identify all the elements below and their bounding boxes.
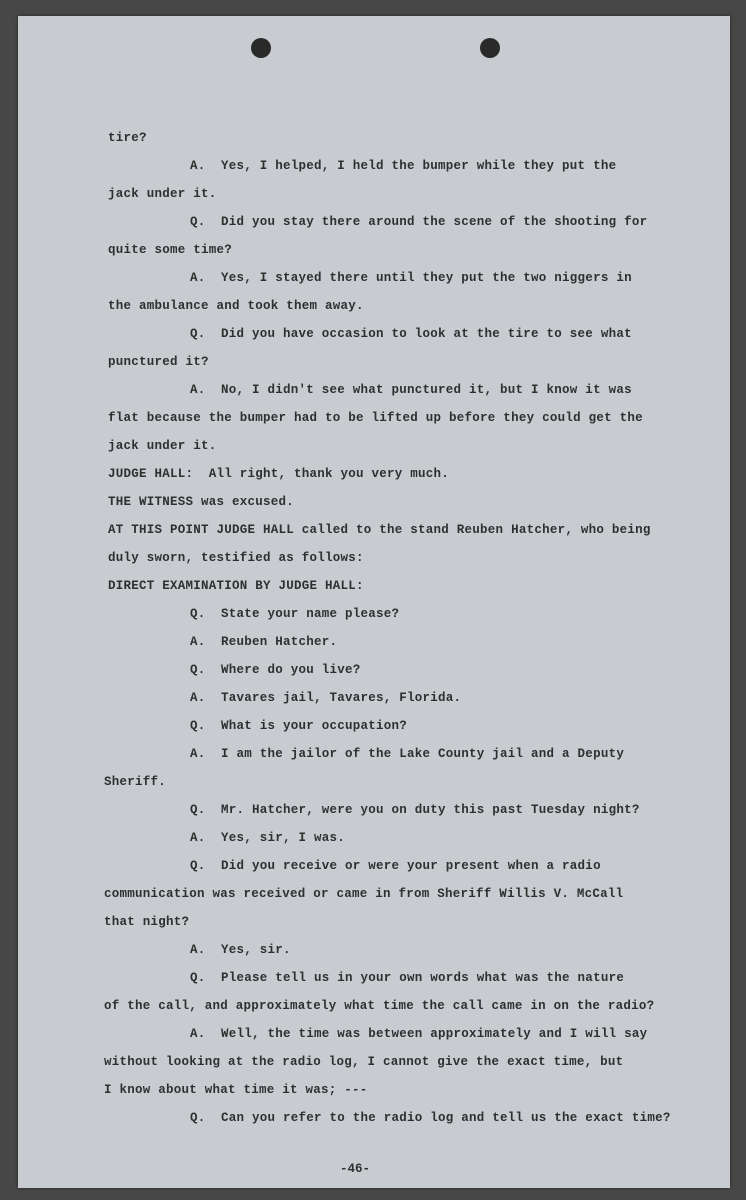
text-line: I know about what time it was; --- [104,1083,368,1097]
text-line: Q. Where do you live? [190,663,361,677]
punch-hole-left [251,38,271,58]
text-line: Q. State your name please? [190,607,400,621]
text-line: Q. Did you stay there around the scene of the shooting for [190,215,648,229]
text-line: A. I am the jailor of the Lake County jail and a Deputy [190,747,625,761]
text-line: A. Yes, sir. [190,943,291,957]
text-line: communication was received or came in from Sheriff Willis V. McCall [104,887,624,901]
text-line: that night? [104,915,190,929]
text-line: jack under it. [108,439,217,453]
text-line: the ambulance and took them away. [108,299,364,313]
text-line: A. Yes, I helped, I held the bumper while they put the [190,159,617,173]
text-line: of the call, and approximately what time the call came in on the radio? [104,999,655,1013]
text-line: A. Reuben Hatcher. [190,635,338,649]
text-line: punctured it? [108,355,209,369]
text-line: A. No, I didn't see what punctured it, but I know it was [190,383,632,397]
text-line: Q. Please tell us in your own words what was the nature [190,971,625,985]
punch-hole-right [480,38,500,58]
text-line: A. Yes, I stayed there until they put the two niggers in [190,271,632,285]
text-line: without looking at the radio log, I cannot give the exact time, but [104,1055,624,1069]
text-line: flat because the bumper had to be lifted up before they could get the [108,411,643,425]
text-line: A. Well, the time was between approximately and I will say [190,1027,648,1041]
text-line: Q. Did you receive or were your present when a radio [190,859,601,873]
page-number: -46- [340,1162,371,1176]
text-line: THE WITNESS was excused. [108,495,295,509]
text-line: Q. Mr. Hatcher, were you on duty this past Tuesday night? [190,803,640,817]
text-line: quite some time? [108,243,233,257]
text-line: DIRECT EXAMINATION BY JUDGE HALL: [108,579,364,593]
text-line: JUDGE HALL: All right, thank you very much. [108,467,450,481]
text-line: A. Tavares jail, Tavares, Florida. [190,691,462,705]
text-line: tire? [108,131,147,145]
document-page [18,16,730,1188]
text-line: jack under it. [108,187,217,201]
text-line: A. Yes, sir, I was. [190,831,346,845]
text-line: AT THIS POINT JUDGE HALL called to the stand Reuben Hatcher, who being [108,523,651,537]
text-line: Q. Did you have occasion to look at the tire to see what [190,327,632,341]
text-line: Q. Can you refer to the radio log and tell us the exact time? [190,1111,671,1125]
text-line: Q. What is your occupation? [190,719,408,733]
text-line: duly sworn, testified as follows: [108,551,364,565]
text-line: Sheriff. [104,775,167,789]
